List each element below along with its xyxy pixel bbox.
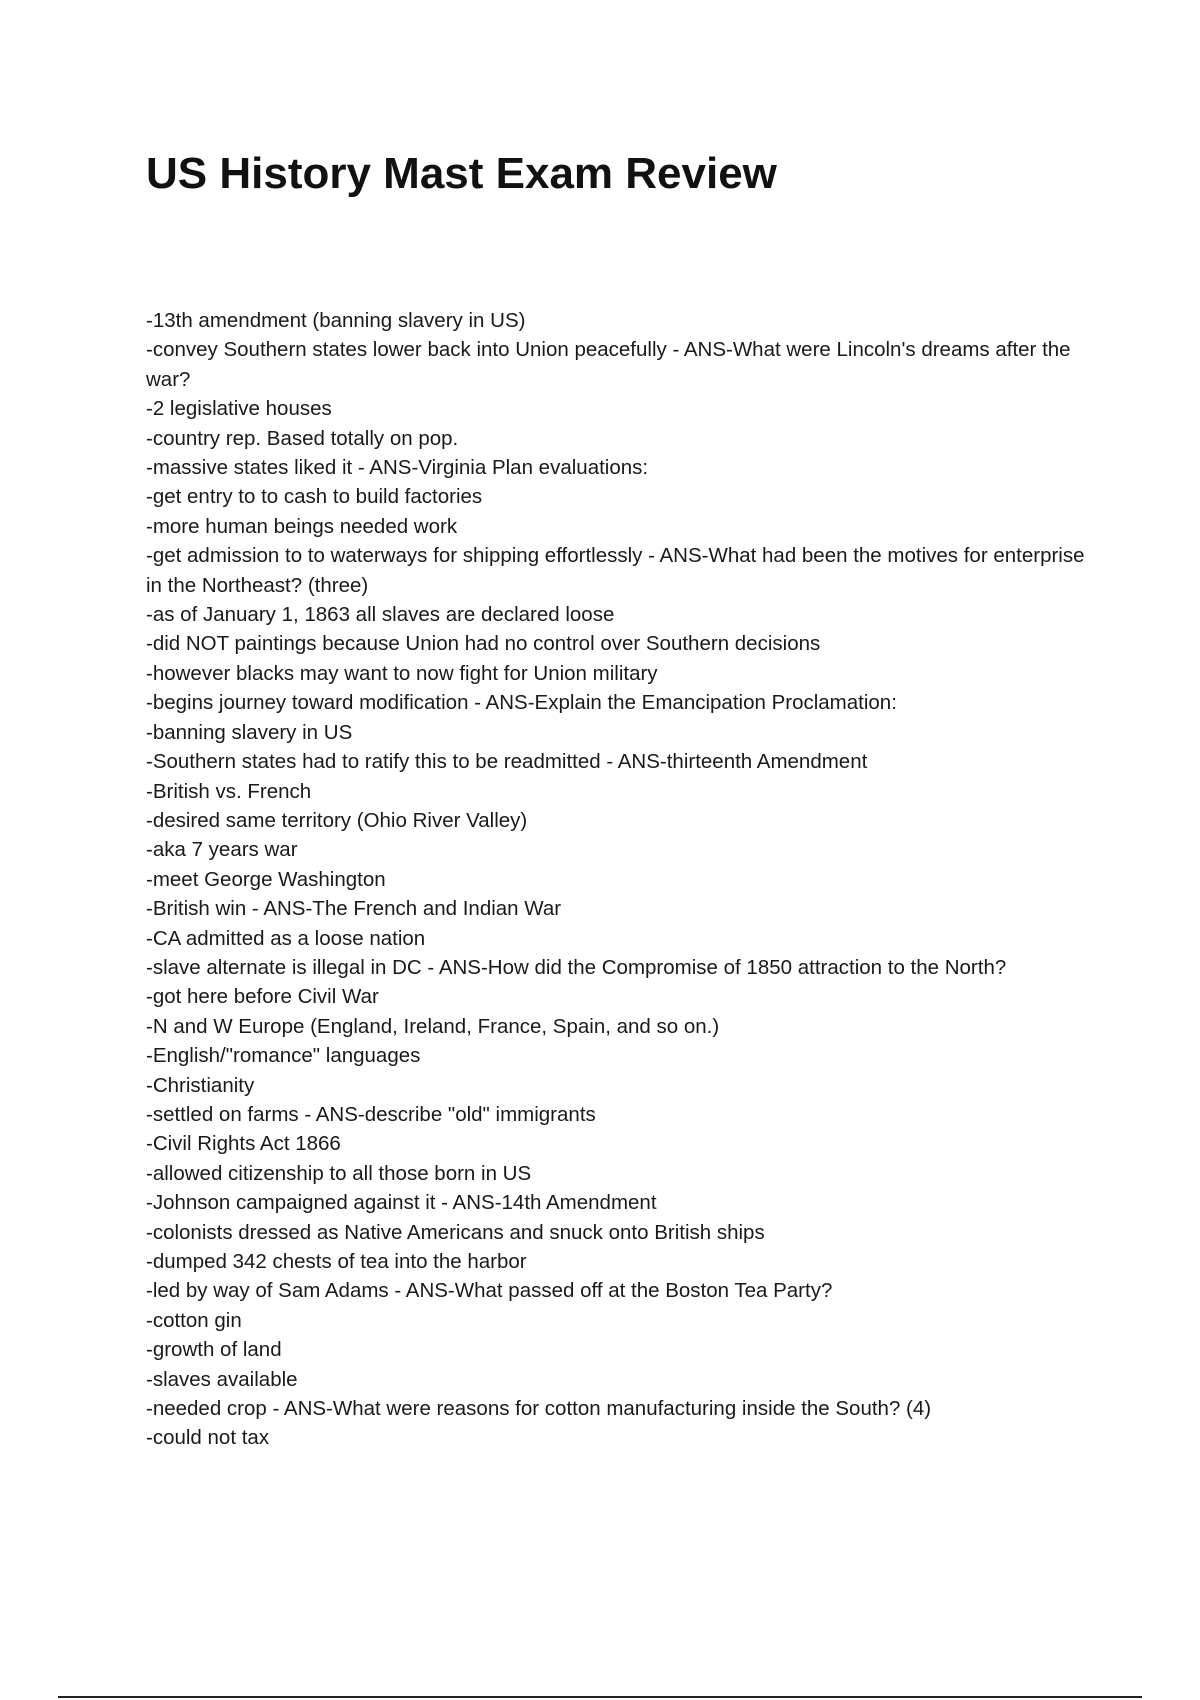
- note-line: -Christianity: [146, 1073, 255, 1097]
- note-line: -however blacks may want to now fight for Union military: [146, 661, 658, 685]
- note-line: -growth of land: [146, 1338, 282, 1362]
- note-line: -allowed citizenship to all those born in US: [146, 1161, 532, 1185]
- note-line: -convey Southern states lower back into Union peacefully - ANS-What were Lincoln's dreams after the war?: [146, 338, 1071, 391]
- note-line: -got here before Civil War: [146, 985, 379, 1009]
- note-line: -settled on farms - ANS-describe "old" immigrants: [146, 1102, 596, 1126]
- note-line: -as of January 1, 1863 all slaves are declared loose: [146, 603, 615, 627]
- note-line: -massive states liked it - ANS-Virginia Plan evaluations:: [146, 456, 649, 480]
- note-line: -get entry to to cash to build factories: [146, 485, 483, 509]
- note-line: -dumped 342 chests of tea into the harbor: [146, 1250, 527, 1273]
- note-line: -more human beings needed work: [146, 514, 458, 538]
- note-line: -aka 7 years war: [146, 838, 298, 862]
- note-line: -led by way of Sam Adams - ANS-What passed off at the Boston Tea Party?: [146, 1279, 833, 1303]
- notes-list: [146, 306, 1086, 1453]
- note-line: -N and W Europe (England, Ireland, France, Spain, and so on.): [146, 1014, 720, 1038]
- note-line: -13th amendment (banning slavery in US): [146, 309, 526, 332]
- note-line: -cotton gin: [146, 1308, 242, 1332]
- note-line: -get admission to to waterways for shipping effortlessly - ANS-What had been the motives for enterprise in the Northeast? (three): [146, 544, 1085, 597]
- note-line: -begins journey toward modification - ANS-Explain the Emancipation Proclamation:: [146, 691, 897, 715]
- note-line: -British vs. French: [146, 779, 312, 803]
- note-line: -colonists dressed as Native Americans and snuck onto British ships: [146, 1220, 765, 1244]
- note-line: -needed crop - ANS-What were reasons for cotton manufacturing inside the South? (4): [146, 1397, 932, 1421]
- note-line: -Southern states had to ratify this to be readmitted - ANS-thirteenth Amendment: [146, 750, 868, 774]
- note-line: -English/"romance" languages: [146, 1044, 421, 1068]
- note-line: -country rep. Based totally on pop.: [146, 426, 459, 450]
- note-line: -2 legislative houses: [146, 397, 332, 421]
- note-line: -did NOT paintings because Union had no control over Southern decisions: [146, 632, 821, 656]
- note-line: -could not tax: [146, 1426, 270, 1450]
- note-line: -Civil Rights Act 1866: [146, 1132, 341, 1156]
- document-title: US History Mast Exam Review: [146, 149, 777, 198]
- note-line: -CA admitted as a loose nation: [146, 926, 426, 950]
- note-line: -Johnson campaigned against it - ANS-14th Amendment: [146, 1191, 657, 1215]
- note-line: -banning slavery in US: [146, 720, 353, 744]
- note-line: -meet George Washington: [146, 867, 386, 891]
- note-line: -slave alternate is illegal in DC - ANS-How did the Compromise of 1850 attraction to the North?: [146, 955, 1007, 979]
- note-line: -British win - ANS-The French and Indian War: [146, 897, 562, 921]
- note-line: -slaves available: [146, 1367, 298, 1391]
- footer-divider: [58, 1696, 1142, 1698]
- note-line: -desired same territory (Ohio River Valley): [146, 808, 528, 832]
